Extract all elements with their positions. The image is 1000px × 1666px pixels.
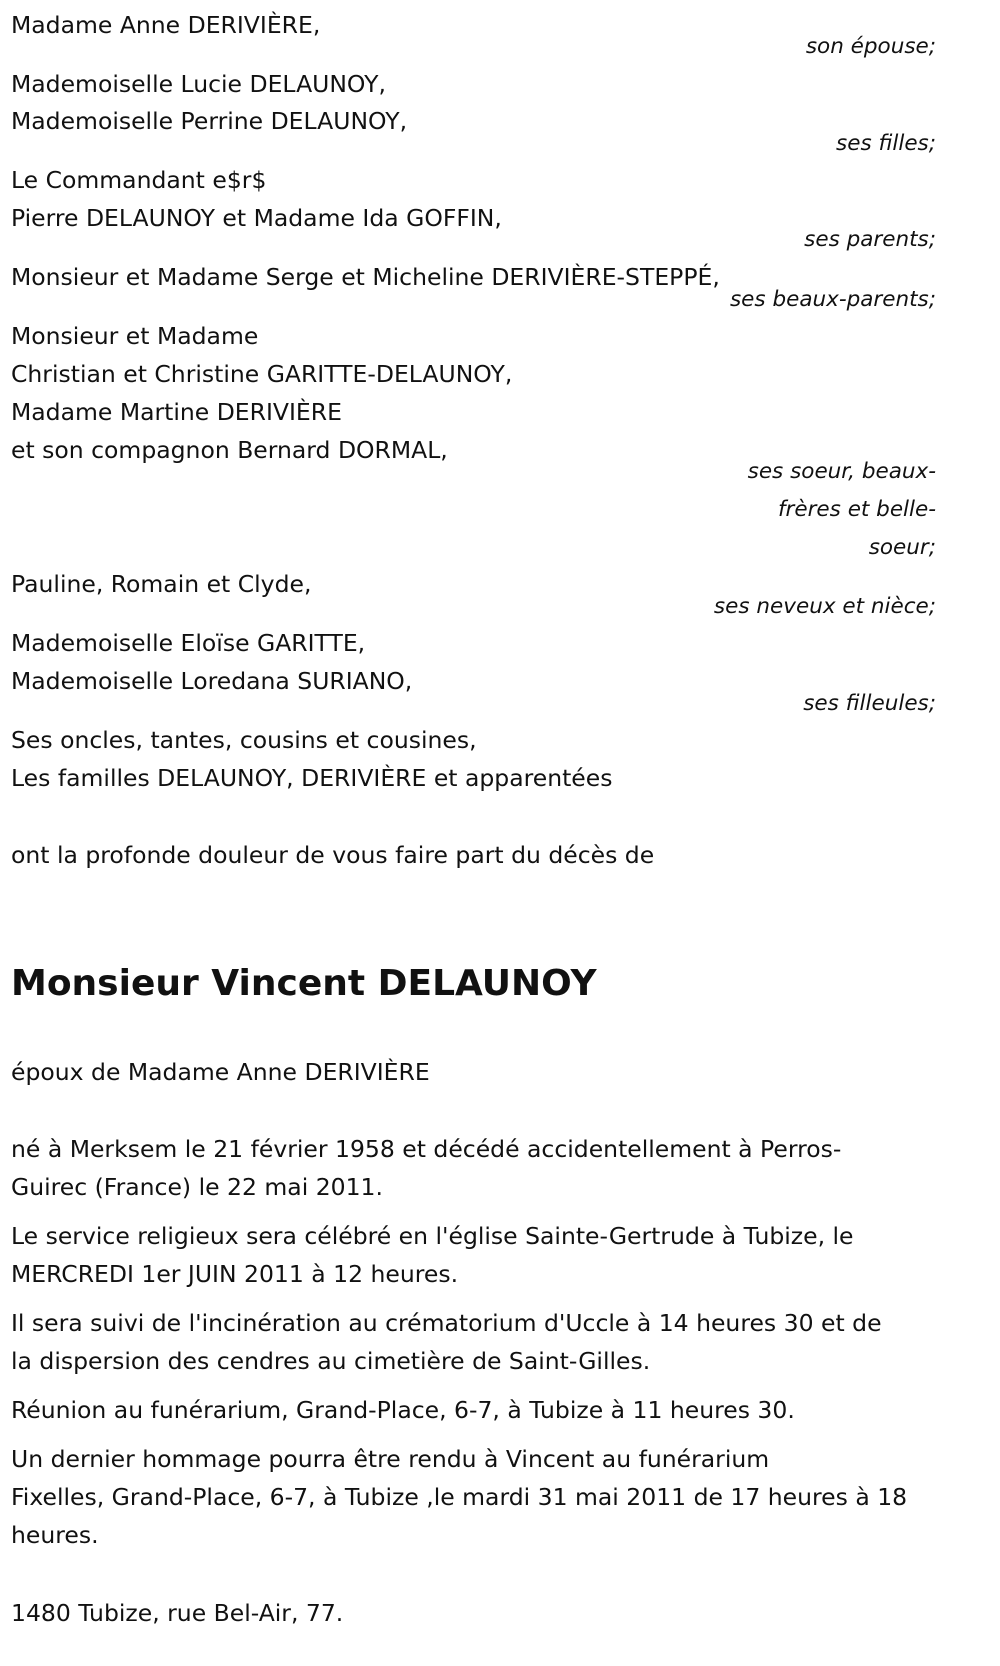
detail-line: né à Merksem le 21 février 1958 et décédé accidentellement à Perros- — [11, 1135, 842, 1163]
detail-line: Un dernier hommage pourra être rendu à Vincent au funérarium — [11, 1445, 770, 1473]
family-relation: ses beaux-parents; — [729, 287, 936, 312]
family-line: Mademoiselle Perrine DELAUNOY, — [11, 107, 408, 135]
family-relation: ses neveux et nièce; — [713, 594, 936, 619]
family-relation: ses filles; — [836, 131, 936, 156]
family-relation: frères et belle- — [777, 497, 936, 522]
family-line: et son compagnon Bernard DORMAL, — [11, 436, 448, 464]
extended-family-line: Ses oncles, tantes, cousins et cousines, — [11, 726, 477, 754]
detail-line: MERCREDI 1er JUIN 2011 à 12 heures. — [11, 1260, 459, 1288]
announcement-text: ont la profonde douleur de vous faire part du décès de — [11, 841, 655, 869]
family-relation: soeur; — [868, 535, 936, 560]
spouse-line: époux de Madame Anne DERIVIÈRE — [11, 1058, 430, 1086]
family-line: Madame Anne DERIVIÈRE, — [11, 11, 321, 39]
detail-line: heures. — [11, 1521, 99, 1549]
family-line: Monsieur et Madame — [11, 322, 259, 350]
family-line: Madame Martine DERIVIÈRE — [11, 398, 342, 426]
family-line: Mademoiselle Loredana SURIANO, — [11, 667, 413, 695]
family-relation: ses parents; — [804, 227, 936, 252]
detail-line: la dispersion des cendres au cimetière de Saint-Gilles. — [11, 1347, 651, 1375]
family-line: Pierre DELAUNOY et Madame Ida GOFFIN, — [11, 204, 502, 232]
family-line: Le Commandant e$r$ — [11, 166, 267, 194]
detail-line: Le service religieux sera célébré en l'église Sainte-Gertrude à Tubize, le — [11, 1222, 854, 1250]
extended-family-line: Les familles DELAUNOY, DERIVIÈRE et apparentées — [11, 764, 613, 792]
detail-line: Fixelles, Grand-Place, 6-7, à Tubize ,le mardi 31 mai 2011 de 17 heures à 18 — [11, 1483, 908, 1511]
family-line: Mademoiselle Lucie DELAUNOY, — [11, 70, 386, 98]
detail-line: Réunion au funérarium, Grand-Place, 6-7, à Tubize à 11 heures 30. — [11, 1396, 795, 1424]
family-relation: son épouse; — [805, 34, 936, 59]
address-line: 1480 Tubize, rue Bel-Air, 77. — [11, 1599, 344, 1627]
deceased-name: Monsieur Vincent DELAUNOY — [11, 963, 597, 1004]
family-line: Pauline, Romain et Clyde, — [11, 570, 312, 598]
family-line: Christian et Christine GARITTE-DELAUNOY, — [11, 360, 513, 388]
family-relation: ses filleules; — [803, 691, 936, 716]
family-line: Monsieur et Madame Serge et Micheline DERIVIÈRE-STEPPÉ, — [11, 263, 720, 291]
detail-line: Guirec (France) le 22 mai 2011. — [11, 1173, 383, 1201]
detail-line: Il sera suivi de l'incinération au crématorium d'Uccle à 14 heures 30 et de — [11, 1309, 882, 1337]
family-line: Mademoiselle Eloïse GARITTE, — [11, 629, 366, 657]
family-relation: ses soeur, beaux- — [747, 459, 936, 484]
